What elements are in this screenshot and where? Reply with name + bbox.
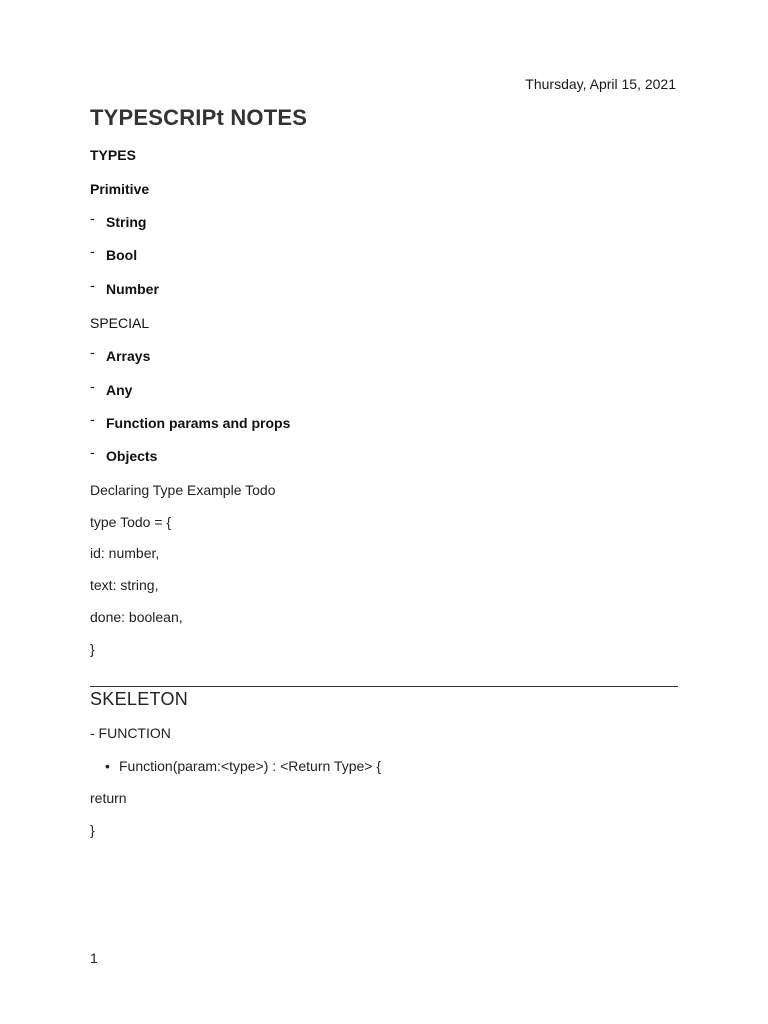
code-line: } bbox=[90, 822, 95, 838]
special-heading: SPECIAL bbox=[90, 315, 150, 331]
skeleton-function-label: - FUNCTION bbox=[90, 725, 171, 741]
special-item-arrays bbox=[90, 344, 151, 364]
dash-marker: - bbox=[90, 277, 95, 293]
code-line: done: boolean, bbox=[90, 609, 183, 625]
page-number: 1 bbox=[90, 950, 98, 966]
primitive-item-label: Number bbox=[106, 281, 159, 297]
dash-marker: - bbox=[90, 378, 95, 394]
primitive-item-label: String bbox=[106, 214, 147, 230]
bullet-marker: • bbox=[105, 758, 110, 774]
skeleton-signature: Function(param:<type>) : <Return Type> { bbox=[119, 758, 382, 774]
dash-marker: - bbox=[90, 210, 95, 226]
special-item-function-params bbox=[90, 411, 291, 431]
primitive-item-string bbox=[90, 210, 147, 230]
dash-marker: - bbox=[90, 344, 95, 360]
special-item-label: Arrays bbox=[106, 348, 151, 364]
code-line: text: string, bbox=[90, 577, 159, 593]
primitive-heading: Primitive bbox=[90, 181, 150, 197]
document-date: Thursday, April 15, 2021 bbox=[525, 76, 676, 92]
code-line: type Todo = { bbox=[90, 514, 172, 530]
primitive-item-label: Bool bbox=[106, 247, 138, 263]
primitive-item-bool bbox=[90, 243, 138, 263]
types-heading: TYPES bbox=[90, 147, 136, 163]
dash-marker: - bbox=[90, 411, 95, 427]
primitive-item-number bbox=[90, 277, 159, 297]
section-divider bbox=[90, 686, 678, 687]
dash-marker: - bbox=[90, 444, 95, 460]
dash-marker: - bbox=[90, 243, 95, 259]
special-item-objects bbox=[90, 444, 158, 464]
code-line: } bbox=[90, 641, 95, 657]
special-item-any bbox=[90, 378, 133, 398]
skeleton-signature-item bbox=[105, 758, 381, 774]
document-title: TYPESCRIPt NOTES bbox=[90, 105, 308, 130]
special-item-label: Objects bbox=[106, 448, 158, 464]
code-line: id: number, bbox=[90, 545, 160, 561]
skeleton-heading: SKELETON bbox=[90, 689, 189, 709]
special-item-label: Any bbox=[106, 382, 133, 398]
code-line: return bbox=[90, 790, 127, 806]
special-item-label: Function params and props bbox=[106, 415, 291, 431]
example-heading: Declaring Type Example Todo bbox=[90, 482, 276, 498]
